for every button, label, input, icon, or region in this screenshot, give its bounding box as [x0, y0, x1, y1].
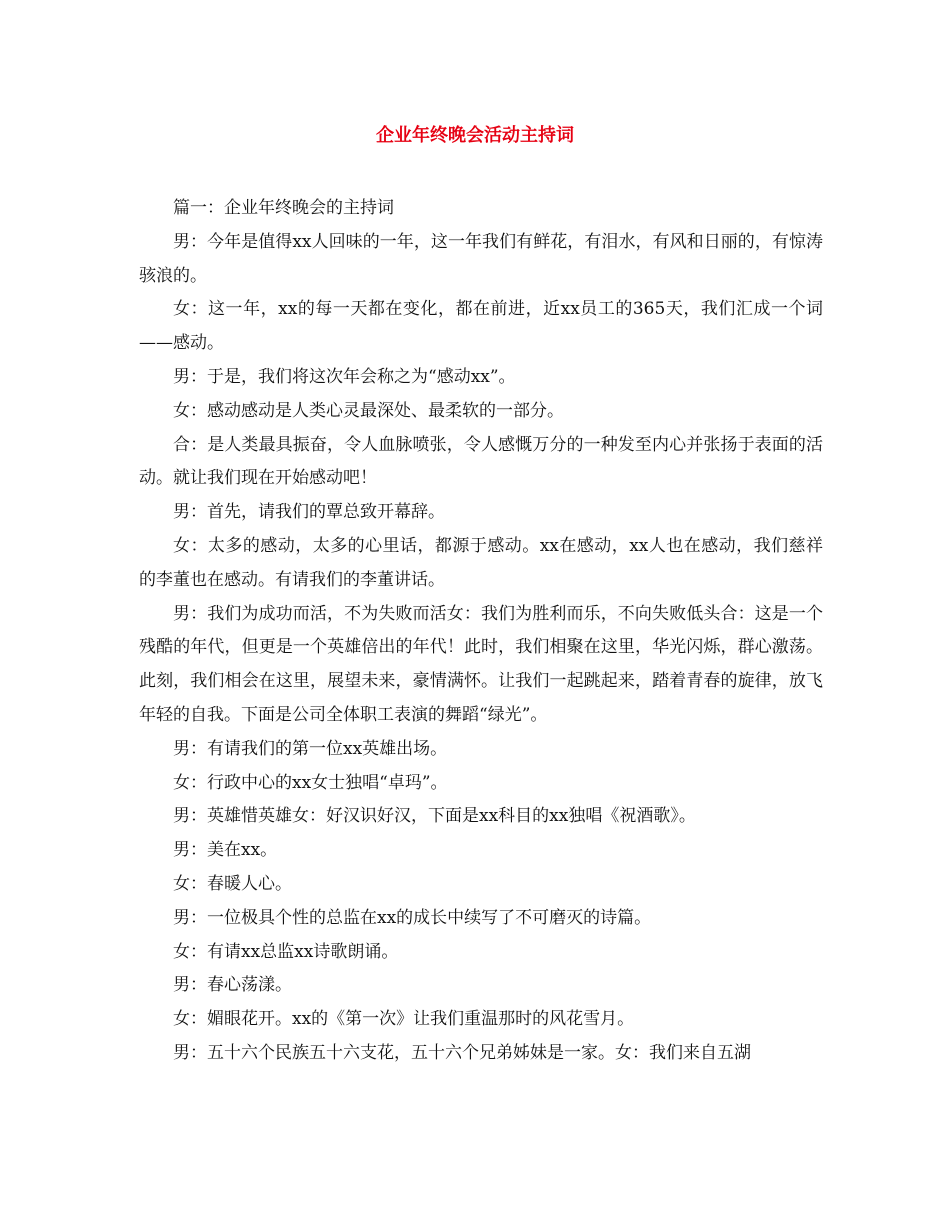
paragraph: 女：这一年，xx的每一天都在变化，都在前进，近xx员工的365天，我们汇成一个词——感动。: [139, 299, 823, 354]
paragraph: 男：美在xx。: [173, 840, 278, 861]
paragraph: 女：行政中心的xx女士独唱“卓玛”。: [173, 772, 448, 793]
paragraph: 男：五十六个民族五十六支花，五十六个兄弟姊妹是一家。女：我们来自五湖: [173, 1042, 751, 1063]
document-body: [139, 192, 823, 1071]
paragraph: 篇一：企业年终晚会的主持词: [173, 198, 394, 218]
paragraph: 男：于是，我们将这次年会称之为“感动xx”。: [173, 366, 516, 387]
paragraph: 合：是人类最具振奋，令人血脉喷张，令人感慨万分的一种发至内心并张扬于表面的活动。就让我们现在开始感动吧！: [139, 434, 823, 489]
paragraph: 女：感动感动是人类心灵最深处、最柔软的一部分。: [173, 400, 564, 421]
paragraph: 女：有请xx总监xx诗歌朗诵。: [173, 941, 399, 962]
paragraph: 男：今年是值得xx人回味的一年，这一年我们有鲜花，有泪水，有风和日丽的，有惊涛骇浪的。: [139, 231, 823, 286]
paragraph: 女：太多的感动，太多的心里话，都源于感动。xx在感动，xx人也在感动，我们慈祥的李董也在感动。有请我们的李董讲话。: [139, 535, 823, 590]
paragraph: 男：英雄惜英雄女：好汉识好汉，下面是xx科目的xx独唱《祝酒歌》。: [173, 806, 696, 827]
paragraph: 男：一位极具个性的总监在xx的成长中续写了不可磨灭的诗篇。: [173, 907, 652, 928]
paragraph: 男：春心荡漾。: [173, 975, 292, 996]
paragraph: 女：春暖人心。: [173, 873, 292, 894]
document-title: 企业年终晚会活动主持词: [376, 125, 574, 146]
paragraph: 男：我们为成功而活，不为失败而活女：我们为胜利而乐，不向失败低头合：这是一个残酷的年代，但更是一个英雄倍出的年代！此时，我们相聚在这里，华光闪烁，群心激荡。此刻，我们相会在这里，展望未来，豪情满怀。让我们一起跳起来，踏着青春的旋律，放飞年轻的自我。下面是公司全体职工表演的舞蹈“绿光”。: [139, 603, 823, 725]
paragraph: 男：有请我们的第一位xx英雄出场。: [173, 738, 448, 759]
paragraph: 男：首先，请我们的覃总致开幕辞。: [173, 502, 445, 523]
paragraph: 女：媚眼花开。xx的《第一次》让我们重温那时的风花雪月。: [173, 1009, 635, 1030]
